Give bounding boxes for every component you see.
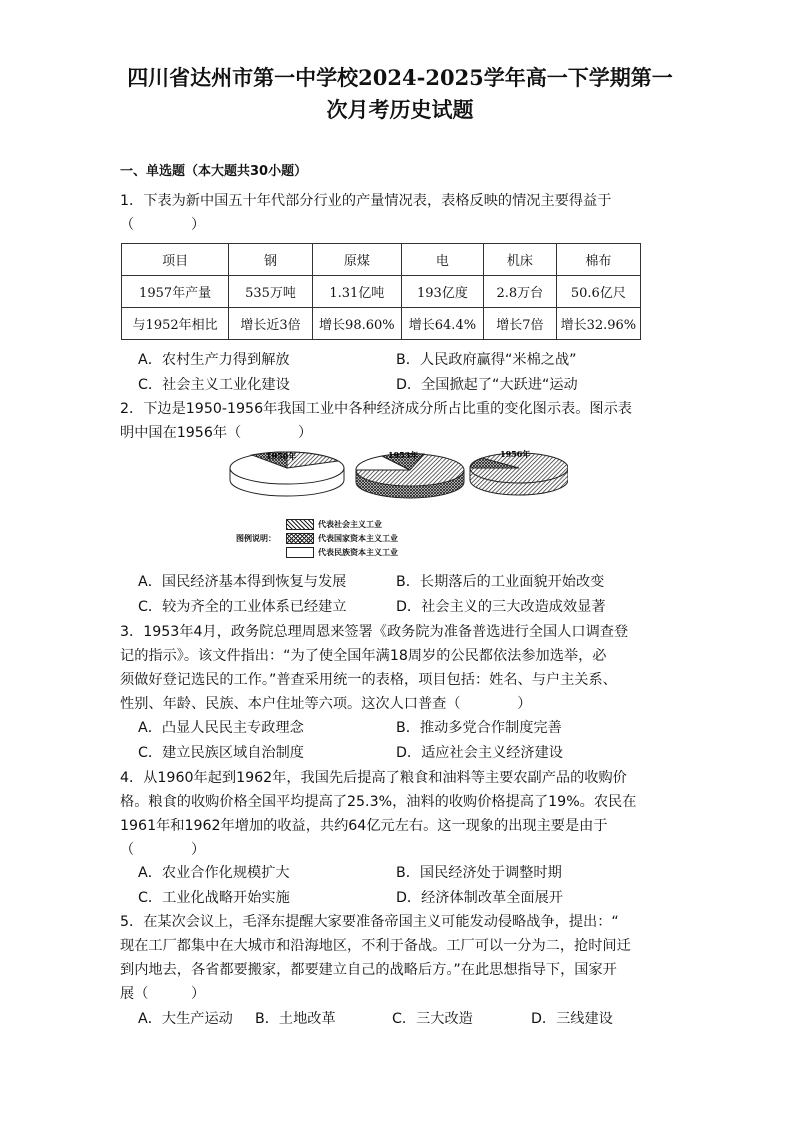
table-cell: 增长近3倍 (229, 308, 313, 340)
pie-1953 (356, 450, 464, 498)
header-cell: 原煤 (312, 244, 401, 276)
document-title (120, 62, 680, 126)
header-cell: 项目 (122, 244, 229, 276)
option-c[interactable]: C．三大改造 (392, 1011, 473, 1027)
question-5-options (138, 1007, 678, 1032)
legend-label: 代表国家资本主义工业 (318, 533, 398, 543)
stem-line: 3．1953年4月，政务院总理周恩来签署《政务院为准备普选进行全国人口调查登 (120, 624, 629, 640)
question-3-options (138, 716, 678, 765)
option-c[interactable]: C．较为齐全的工业体系已经建立 (138, 598, 347, 615)
table-cell: 增长7倍 (483, 308, 556, 340)
section-heading: 一、单选题（本大题共30小题） (120, 164, 308, 179)
option-b[interactable]: B．国民经济处于调整时期 (396, 865, 562, 881)
option-b[interactable]: B．推动多党合作制度完善 (396, 720, 562, 736)
stem-line: 1．下表为新中国五十年代部分行业的产量情况表，表格反映的情况主要得益于 (120, 193, 612, 209)
stem-line: 1961年和1962年增加的收益，共约64亿元左右。这一现象的出现主要是由于 (120, 818, 608, 834)
option-b[interactable]: B．人民政府赢得“米棉之战” (396, 352, 577, 368)
question-4-options (138, 861, 678, 910)
pie-label-1953: 1953年 (388, 450, 419, 460)
stem-line: 展（ ） (120, 986, 206, 1002)
table-row (122, 276, 641, 308)
legend-swatch-state-capitalist (286, 533, 314, 544)
pie-1950 (230, 451, 344, 496)
option-b[interactable]: B．长期落后的工业面貌开始改变 (396, 574, 605, 590)
pie-label-1956: 1956年 (500, 449, 531, 459)
header-cell: 钢 (229, 244, 313, 276)
legend-label: 代表社会主义工业 (318, 519, 382, 529)
table-cell: 增长64.4% (401, 308, 483, 340)
option-a[interactable]: A．凸显人民民主专政理念 (138, 720, 304, 736)
option-a[interactable]: A．农业合作化规模扩大 (138, 865, 290, 881)
pie-label-1950: 1950年 (266, 451, 297, 461)
stem-line: （ ） (120, 217, 206, 233)
legend-swatch-socialist (286, 519, 314, 530)
pie-charts (228, 448, 568, 514)
table-cell: 2.8万台 (483, 276, 556, 308)
table-cell: 193亿度 (401, 276, 483, 308)
legend-title: 图例说明： (236, 533, 276, 543)
table-cell: 增长32.96% (556, 308, 640, 340)
table-cell: 与1952年相比 (122, 308, 229, 340)
stem-line: 须做好登记选民的工作。”普查采用统一的表格，项目包括：姓名、与户主关系、 (120, 672, 617, 688)
stem-line: 现在工厂都集中在大城市和沿海地区，不利于备战。工厂可以一分为二，抢时间迁 (120, 938, 631, 954)
production-table (121, 243, 641, 340)
question-5-stem (120, 910, 680, 1006)
table-cell: 1957年产量 (122, 276, 229, 308)
option-d[interactable]: D．三线建设 (531, 1011, 613, 1027)
table-cell: 50.6亿尺 (556, 276, 640, 308)
option-c[interactable]: C．社会主义工业化建设 (138, 376, 290, 393)
question-4-stem (120, 766, 680, 862)
stem-line: 明中国在1956年（ ） (120, 425, 313, 441)
title-line-2: 次月考历史试题 (326, 97, 474, 122)
question-2-stem (120, 397, 680, 445)
stem-line: 到内地去，各省都要搬家，都要建立自己的战略后方。”在此思想指导下，国家开 (120, 962, 617, 978)
option-a[interactable]: A．大生产运动 (138, 1011, 233, 1027)
stem-line: 格。粮食的收购价格全国平均提高了25.3%，油料的收购价格提高了19%。农民在 (120, 794, 637, 810)
title-line-1: 四川省达州市第一中学校2024-2025学年高一下学期第一 (127, 65, 673, 90)
option-d[interactable]: D．适应社会主义经济建设 (396, 744, 563, 761)
question-1-stem (120, 189, 680, 237)
option-c[interactable]: C．建立民族区域自治制度 (138, 744, 304, 761)
stem-line: 4．从1960年起到1962年，我国先后提高了粮食和油料等主要农副产品的收购价 (120, 770, 627, 786)
option-d[interactable]: D．经济体制改革全面展开 (396, 889, 563, 906)
header-cell: 电 (401, 244, 483, 276)
pie-1956 (470, 449, 568, 495)
table-cell: 1.31亿吨 (312, 276, 401, 308)
option-a[interactable]: A．农村生产力得到解放 (138, 352, 290, 368)
option-d[interactable]: D．社会主义的三大改造成效显著 (396, 598, 606, 615)
question-3-stem (120, 620, 680, 716)
legend-label: 代表民族资本主义工业 (318, 547, 398, 557)
legend-swatch-national-capitalist (286, 547, 314, 558)
stem-line: 性别、年龄、民族、本户住址等六项。这次人口普查（ ） (120, 696, 532, 712)
stem-line: 2．下边是1950-1956年我国工业中各种经济成分所占比重的变化图示表。图示表 (120, 401, 632, 417)
stem-line: 记的指示》。该文件指出：“为了使全国年满18周岁的公民都依法参加选举，必 (120, 648, 607, 664)
table-row (122, 308, 641, 340)
header-cell: 机床 (483, 244, 556, 276)
stem-line: 5．在某次会议上，毛泽东提醒大家要准备帝国主义可能发动侵略战争，提出：“ (120, 914, 619, 930)
pie-legend (236, 517, 398, 559)
option-a[interactable]: A．国民经济基本得到恢复与发展 (138, 574, 347, 590)
option-b[interactable]: B．土地改革 (255, 1011, 336, 1027)
stem-line: （ ） (120, 842, 206, 858)
table-cell: 535万吨 (229, 276, 313, 308)
question-1-options (138, 348, 678, 397)
header-cell: 棉布 (556, 244, 640, 276)
option-d[interactable]: D．全国掀起了“大跃进“运动 (396, 376, 578, 393)
table-header-row (122, 244, 641, 276)
option-c[interactable]: C．工业化战略开始实施 (138, 889, 290, 906)
table-cell: 增长98.60% (312, 308, 401, 340)
question-2-options (138, 570, 678, 619)
